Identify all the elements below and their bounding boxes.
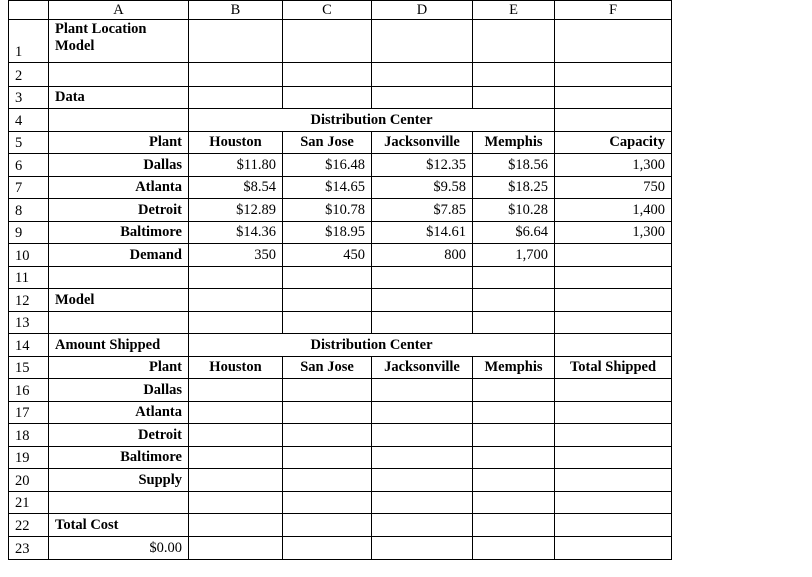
center-header: Memphis: [484, 134, 543, 151]
cost-cell[interactable]: $14.36: [236, 224, 276, 241]
cost-cell[interactable]: $10.28: [508, 201, 548, 218]
shipment-cell[interactable]: [555, 424, 671, 446]
capacity-cell[interactable]: 750: [643, 179, 665, 196]
row-header-5[interactable]: 5: [15, 135, 23, 152]
shipment-cell[interactable]: [283, 379, 371, 401]
shipment-cell[interactable]: [473, 402, 554, 423]
row-header-2[interactable]: 2: [15, 68, 23, 85]
model-title: Plant Location Model: [55, 21, 147, 54]
row-header-16[interactable]: 16: [15, 383, 30, 400]
shipment-cell[interactable]: [283, 424, 371, 446]
capacity-cell[interactable]: 1,400: [632, 201, 665, 218]
row-header-4[interactable]: 4: [15, 113, 23, 130]
shipment-cell[interactable]: [189, 424, 282, 446]
row-header-19[interactable]: 19: [15, 450, 30, 467]
demand-cell[interactable]: 350: [254, 246, 276, 263]
shipment-cell[interactable]: [372, 447, 472, 468]
grid-vline: [554, 0, 555, 559]
grid-vline: [472, 0, 473, 559]
shipment-cell[interactable]: [473, 424, 554, 446]
row-header-17[interactable]: 17: [15, 405, 30, 422]
shipment-cell[interactable]: [555, 447, 671, 468]
row-header-9[interactable]: 9: [15, 225, 23, 242]
row-header-11[interactable]: 11: [15, 270, 29, 287]
model-label: Model: [55, 291, 95, 308]
plant-name: Baltimore: [120, 224, 182, 241]
cost-cell[interactable]: $12.35: [426, 156, 466, 173]
row-header-7[interactable]: 7: [15, 180, 23, 197]
capacity-cell[interactable]: 1,300: [632, 224, 665, 241]
cost-cell[interactable]: $18.56: [508, 156, 548, 173]
row-header-22[interactable]: 22: [15, 518, 30, 535]
shipment-cell[interactable]: [189, 402, 282, 423]
plant-name-model: Atlanta: [135, 404, 182, 421]
total-cost-value[interactable]: $0.00: [149, 539, 182, 556]
cost-cell[interactable]: $11.80: [236, 156, 276, 173]
cost-cell[interactable]: $6.64: [515, 224, 548, 241]
cost-cell[interactable]: $14.65: [325, 179, 365, 196]
demand-label: Demand: [129, 246, 182, 263]
grid-hline: [8, 491, 672, 492]
cost-cell[interactable]: $16.48: [325, 156, 365, 173]
shipment-cell[interactable]: [372, 402, 472, 423]
plant-header: Plant: [148, 134, 182, 151]
grid-hline: [8, 559, 672, 560]
row-header-13[interactable]: 13: [15, 315, 30, 332]
cost-cell[interactable]: $14.61: [426, 224, 466, 241]
grid-hline: [8, 266, 672, 267]
center-header: Houston: [209, 134, 262, 151]
plant-name-model: Detroit: [137, 426, 182, 443]
column-header-a[interactable]: A: [113, 1, 124, 18]
column-header-e[interactable]: E: [509, 1, 518, 18]
plant-name-model: Baltimore: [120, 449, 182, 466]
grid-hline: [8, 62, 672, 63]
data-label: Data: [55, 89, 85, 106]
row-header-3[interactable]: 3: [15, 90, 23, 107]
row-header-6[interactable]: 6: [15, 158, 23, 175]
plant-name-model: Dallas: [143, 381, 182, 398]
shipment-cell[interactable]: [473, 447, 554, 468]
center-header: Jacksonville: [384, 134, 460, 151]
column-header-b[interactable]: B: [230, 1, 241, 18]
grid-vline: [371, 0, 372, 559]
cost-cell[interactable]: $12.89: [236, 201, 276, 218]
center-header-model: Houston: [209, 359, 262, 376]
distribution-center-header-model: Distribution Center: [310, 336, 433, 353]
capacity-cell[interactable]: 1,300: [632, 156, 665, 173]
column-header-f[interactable]: F: [608, 1, 618, 18]
row-header-18[interactable]: 18: [15, 428, 30, 445]
plant-header-model: Plant: [148, 359, 182, 376]
shipment-cell[interactable]: [555, 379, 671, 401]
cost-cell[interactable]: $18.95: [325, 224, 365, 241]
demand-cell[interactable]: 800: [444, 246, 466, 263]
demand-cell[interactable]: 1,700: [515, 246, 548, 263]
shipment-cell[interactable]: [372, 379, 472, 401]
row-header-12[interactable]: 12: [15, 293, 30, 310]
amount-shipped-label: Amount Shipped: [55, 336, 161, 353]
row-header-14[interactable]: 14: [15, 338, 30, 355]
plant-name: Dallas: [143, 156, 182, 173]
shipment-cell[interactable]: [189, 447, 282, 468]
column-header-d[interactable]: D: [416, 1, 428, 18]
total-shipped-header: Total Shipped: [569, 359, 657, 376]
shipment-cell[interactable]: [473, 379, 554, 401]
column-header-c[interactable]: C: [322, 1, 332, 18]
cost-cell[interactable]: $7.85: [433, 201, 466, 218]
capacity-header: Capacity: [609, 134, 665, 151]
supply-label: Supply: [138, 471, 182, 488]
row-header-23[interactable]: 23: [15, 541, 30, 558]
total-cost-label: Total Cost: [55, 516, 119, 533]
grid-vline: [671, 0, 672, 559]
row-header-10[interactable]: 10: [15, 248, 30, 265]
center-header: San Jose: [300, 134, 354, 151]
distribution-center-header: Distribution Center: [310, 111, 433, 128]
row-header-21[interactable]: 21: [15, 495, 30, 512]
cost-cell[interactable]: $18.25: [508, 179, 548, 196]
shipment-cell[interactable]: [372, 424, 472, 446]
shipment-cell[interactable]: [283, 447, 371, 468]
row-header-8[interactable]: 8: [15, 203, 23, 220]
shipment-cell[interactable]: [555, 402, 671, 423]
grid-vline: [188, 0, 189, 559]
cost-cell[interactable]: $9.58: [433, 179, 466, 196]
cost-cell[interactable]: $8.54: [243, 179, 276, 196]
grid-vline: [282, 0, 283, 559]
center-header-model: Jacksonville: [384, 359, 460, 376]
shipment-cell[interactable]: [283, 402, 371, 423]
row-header-15[interactable]: 15: [15, 360, 30, 377]
row-header-1[interactable]: 1: [15, 44, 23, 61]
plant-name: Atlanta: [135, 179, 182, 196]
grid-hline: [8, 311, 672, 312]
demand-cell[interactable]: 450: [343, 246, 365, 263]
center-header-model: Memphis: [484, 359, 543, 376]
cost-cell[interactable]: $10.78: [325, 201, 365, 218]
shipment-cell[interactable]: [189, 379, 282, 401]
plant-name: Detroit: [137, 201, 182, 218]
row-header-20[interactable]: 20: [15, 473, 30, 490]
center-header-model: San Jose: [300, 359, 354, 376]
